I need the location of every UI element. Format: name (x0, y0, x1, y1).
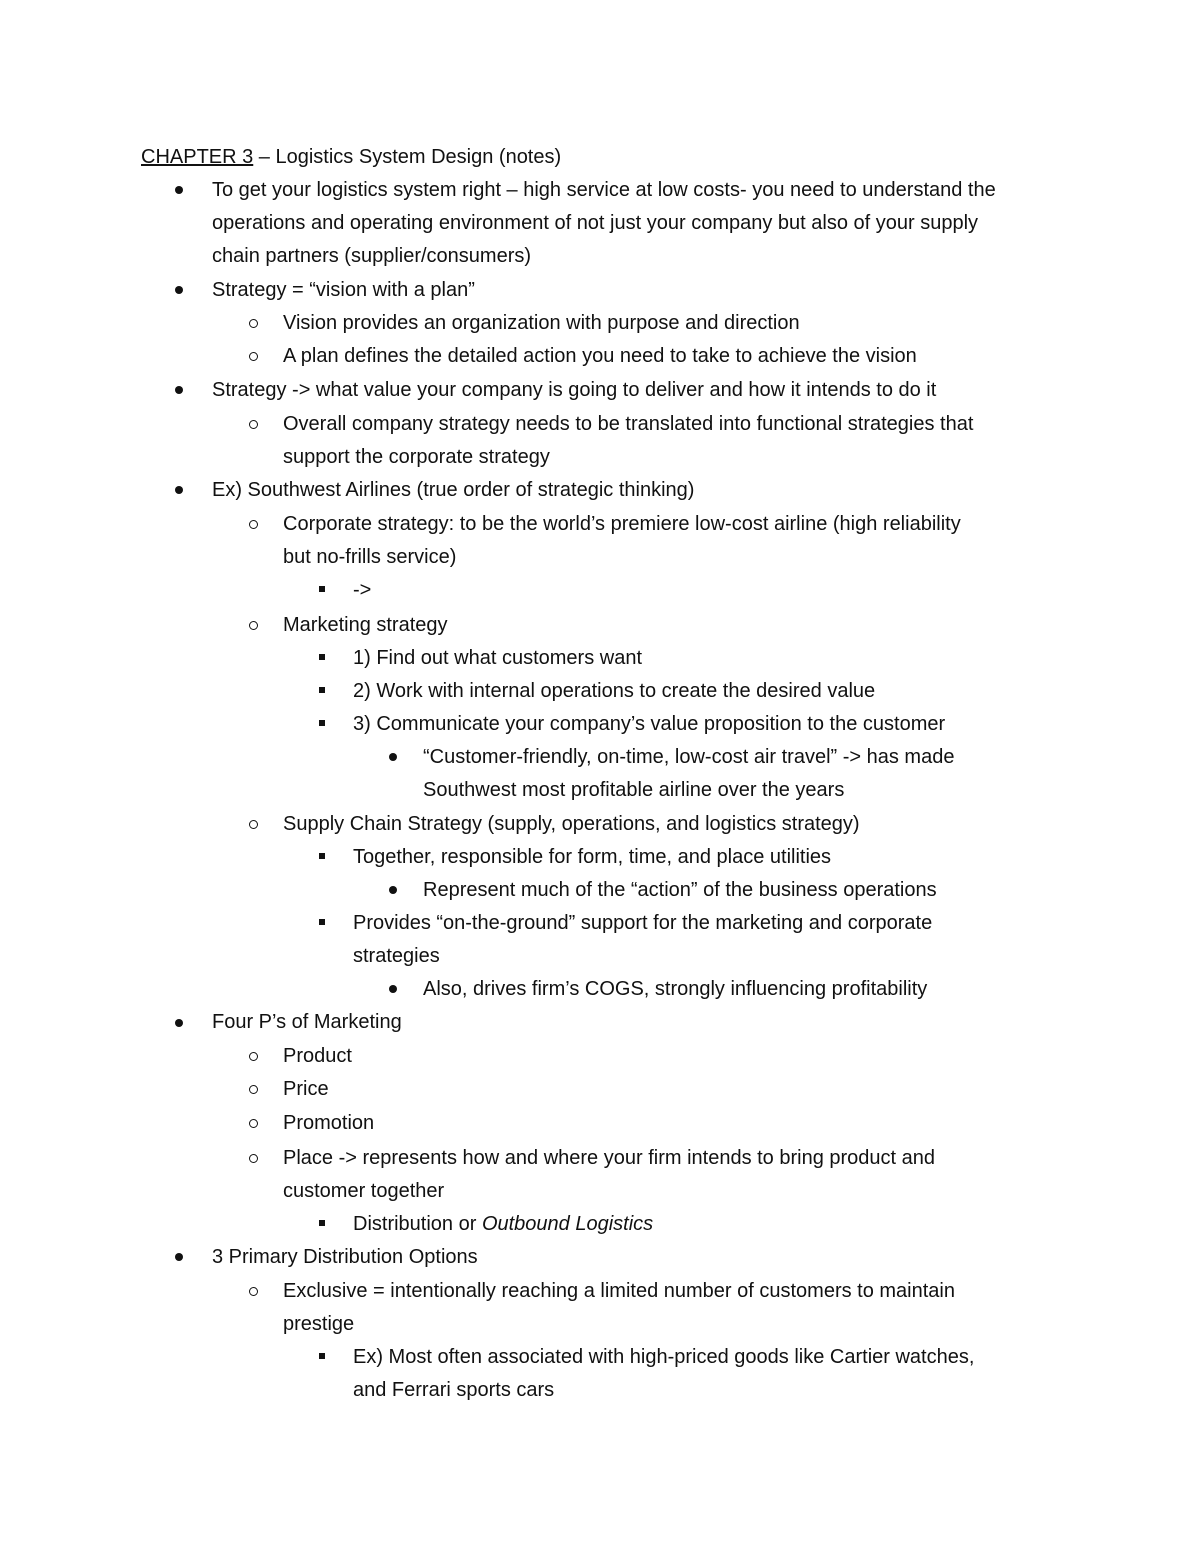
list-item: Four P’s of Marketing (212, 1011, 402, 1033)
list-item: 1) Find out what customers want (353, 647, 643, 669)
square-bullet-icon (319, 586, 325, 592)
circle-bullet-icon (249, 352, 258, 361)
bullet-icon (175, 1253, 183, 1261)
circle-bullet-icon (249, 621, 258, 630)
list-item: Overall company strategy needs to be translated into functional strategies that (283, 413, 974, 435)
list-item-continuation: customer together (283, 1180, 445, 1202)
list-item: A plan defines the detailed action you need to take to achieve the vision (283, 345, 917, 367)
list-item: Ex) Southwest Airlines (true order of strategic thinking) (212, 479, 695, 501)
list-item: 2) Work with internal operations to create the desired value (353, 680, 876, 702)
bullet-icon (175, 1019, 183, 1027)
square-bullet-icon (319, 1353, 325, 1359)
square-bullet-icon (319, 1220, 325, 1226)
circle-bullet-icon (249, 1154, 258, 1163)
list-item: Ex) Most often associated with high-priced goods like Cartier watches, (353, 1346, 975, 1368)
circle-bullet-icon (249, 1085, 258, 1094)
square-bullet-icon (319, 687, 325, 693)
bullet-icon (175, 486, 183, 494)
page-title (141, 141, 561, 174)
list-item: Price (283, 1078, 329, 1100)
list-item-continuation: support the corporate strategy (283, 446, 550, 468)
list-item: “Customer-friendly, on-time, low-cost air travel” -> has made (423, 746, 955, 768)
list-item-continuation: and Ferrari sports cars (353, 1379, 555, 1401)
list-item: Vision provides an organization with purpose and direction (283, 312, 800, 334)
bullet-icon (175, 286, 183, 294)
list-item: Marketing strategy (283, 614, 448, 636)
list-item-continuation: chain partners (supplier/consumers) (212, 245, 532, 267)
list-item: Also, drives firm’s COGS, strongly influencing profitability (423, 978, 928, 1000)
list-item: Promotion (283, 1112, 375, 1134)
bullet-icon (175, 186, 183, 194)
bullet-icon (389, 985, 397, 993)
chapter-title: – Logistics System Design (notes) (253, 146, 562, 168)
square-bullet-icon (319, 654, 325, 660)
square-bullet-icon (319, 853, 325, 859)
list-item: Together, responsible for form, time, and place utilities (353, 846, 832, 868)
list-item: Corporate strategy: to be the world’s premiere low-cost airline (high reliability (283, 513, 961, 535)
list-item: 3) Communicate your company’s value proposition to the customer (353, 713, 946, 735)
list-item: Product (283, 1045, 352, 1067)
list-item: 3 Primary Distribution Options (212, 1246, 478, 1268)
circle-bullet-icon (249, 1287, 258, 1296)
square-bullet-icon (319, 720, 325, 726)
list-item-continuation: strategies (353, 945, 440, 967)
list-item: Exclusive = intentionally reaching a limited number of customers to maintain (283, 1280, 955, 1302)
list-item: Strategy -> what value your company is going to deliver and how it intends to do it (212, 379, 937, 401)
list-item (353, 1208, 653, 1241)
bullet-icon (389, 753, 397, 761)
circle-bullet-icon (249, 820, 258, 829)
square-bullet-icon (319, 919, 325, 925)
list-item: -> (353, 579, 372, 601)
circle-bullet-icon (249, 1052, 258, 1061)
list-item-continuation: operations and operating environment of not just your company but also of your supply (212, 212, 979, 234)
chapter-label: CHAPTER 3 (141, 146, 254, 168)
list-item: Supply Chain Strategy (supply, operations, and logistics strategy) (283, 813, 860, 835)
list-item-continuation: Southwest most profitable airline over the years (423, 779, 845, 801)
list-item: Provides “on-the-ground” support for the marketing and corporate (353, 912, 933, 934)
circle-bullet-icon (249, 420, 258, 429)
circle-bullet-icon (249, 520, 258, 529)
italic-term: Outbound Logistics (481, 1213, 654, 1235)
list-item-continuation: but no-frills service) (283, 546, 457, 568)
list-item-continuation: prestige (283, 1313, 355, 1335)
distribution-text: Distribution or (353, 1213, 482, 1235)
list-item: Place -> represents how and where your firm intends to bring product and (283, 1147, 936, 1169)
bullet-icon (175, 386, 183, 394)
circle-bullet-icon (249, 319, 258, 328)
circle-bullet-icon (249, 1119, 258, 1128)
list-item: Strategy = “vision with a plan” (212, 279, 475, 301)
list-item: To get your logistics system right – high service at low costs- you need to understand the (212, 179, 996, 201)
bullet-icon (389, 886, 397, 894)
list-item: Represent much of the “action” of the business operations (423, 879, 937, 901)
